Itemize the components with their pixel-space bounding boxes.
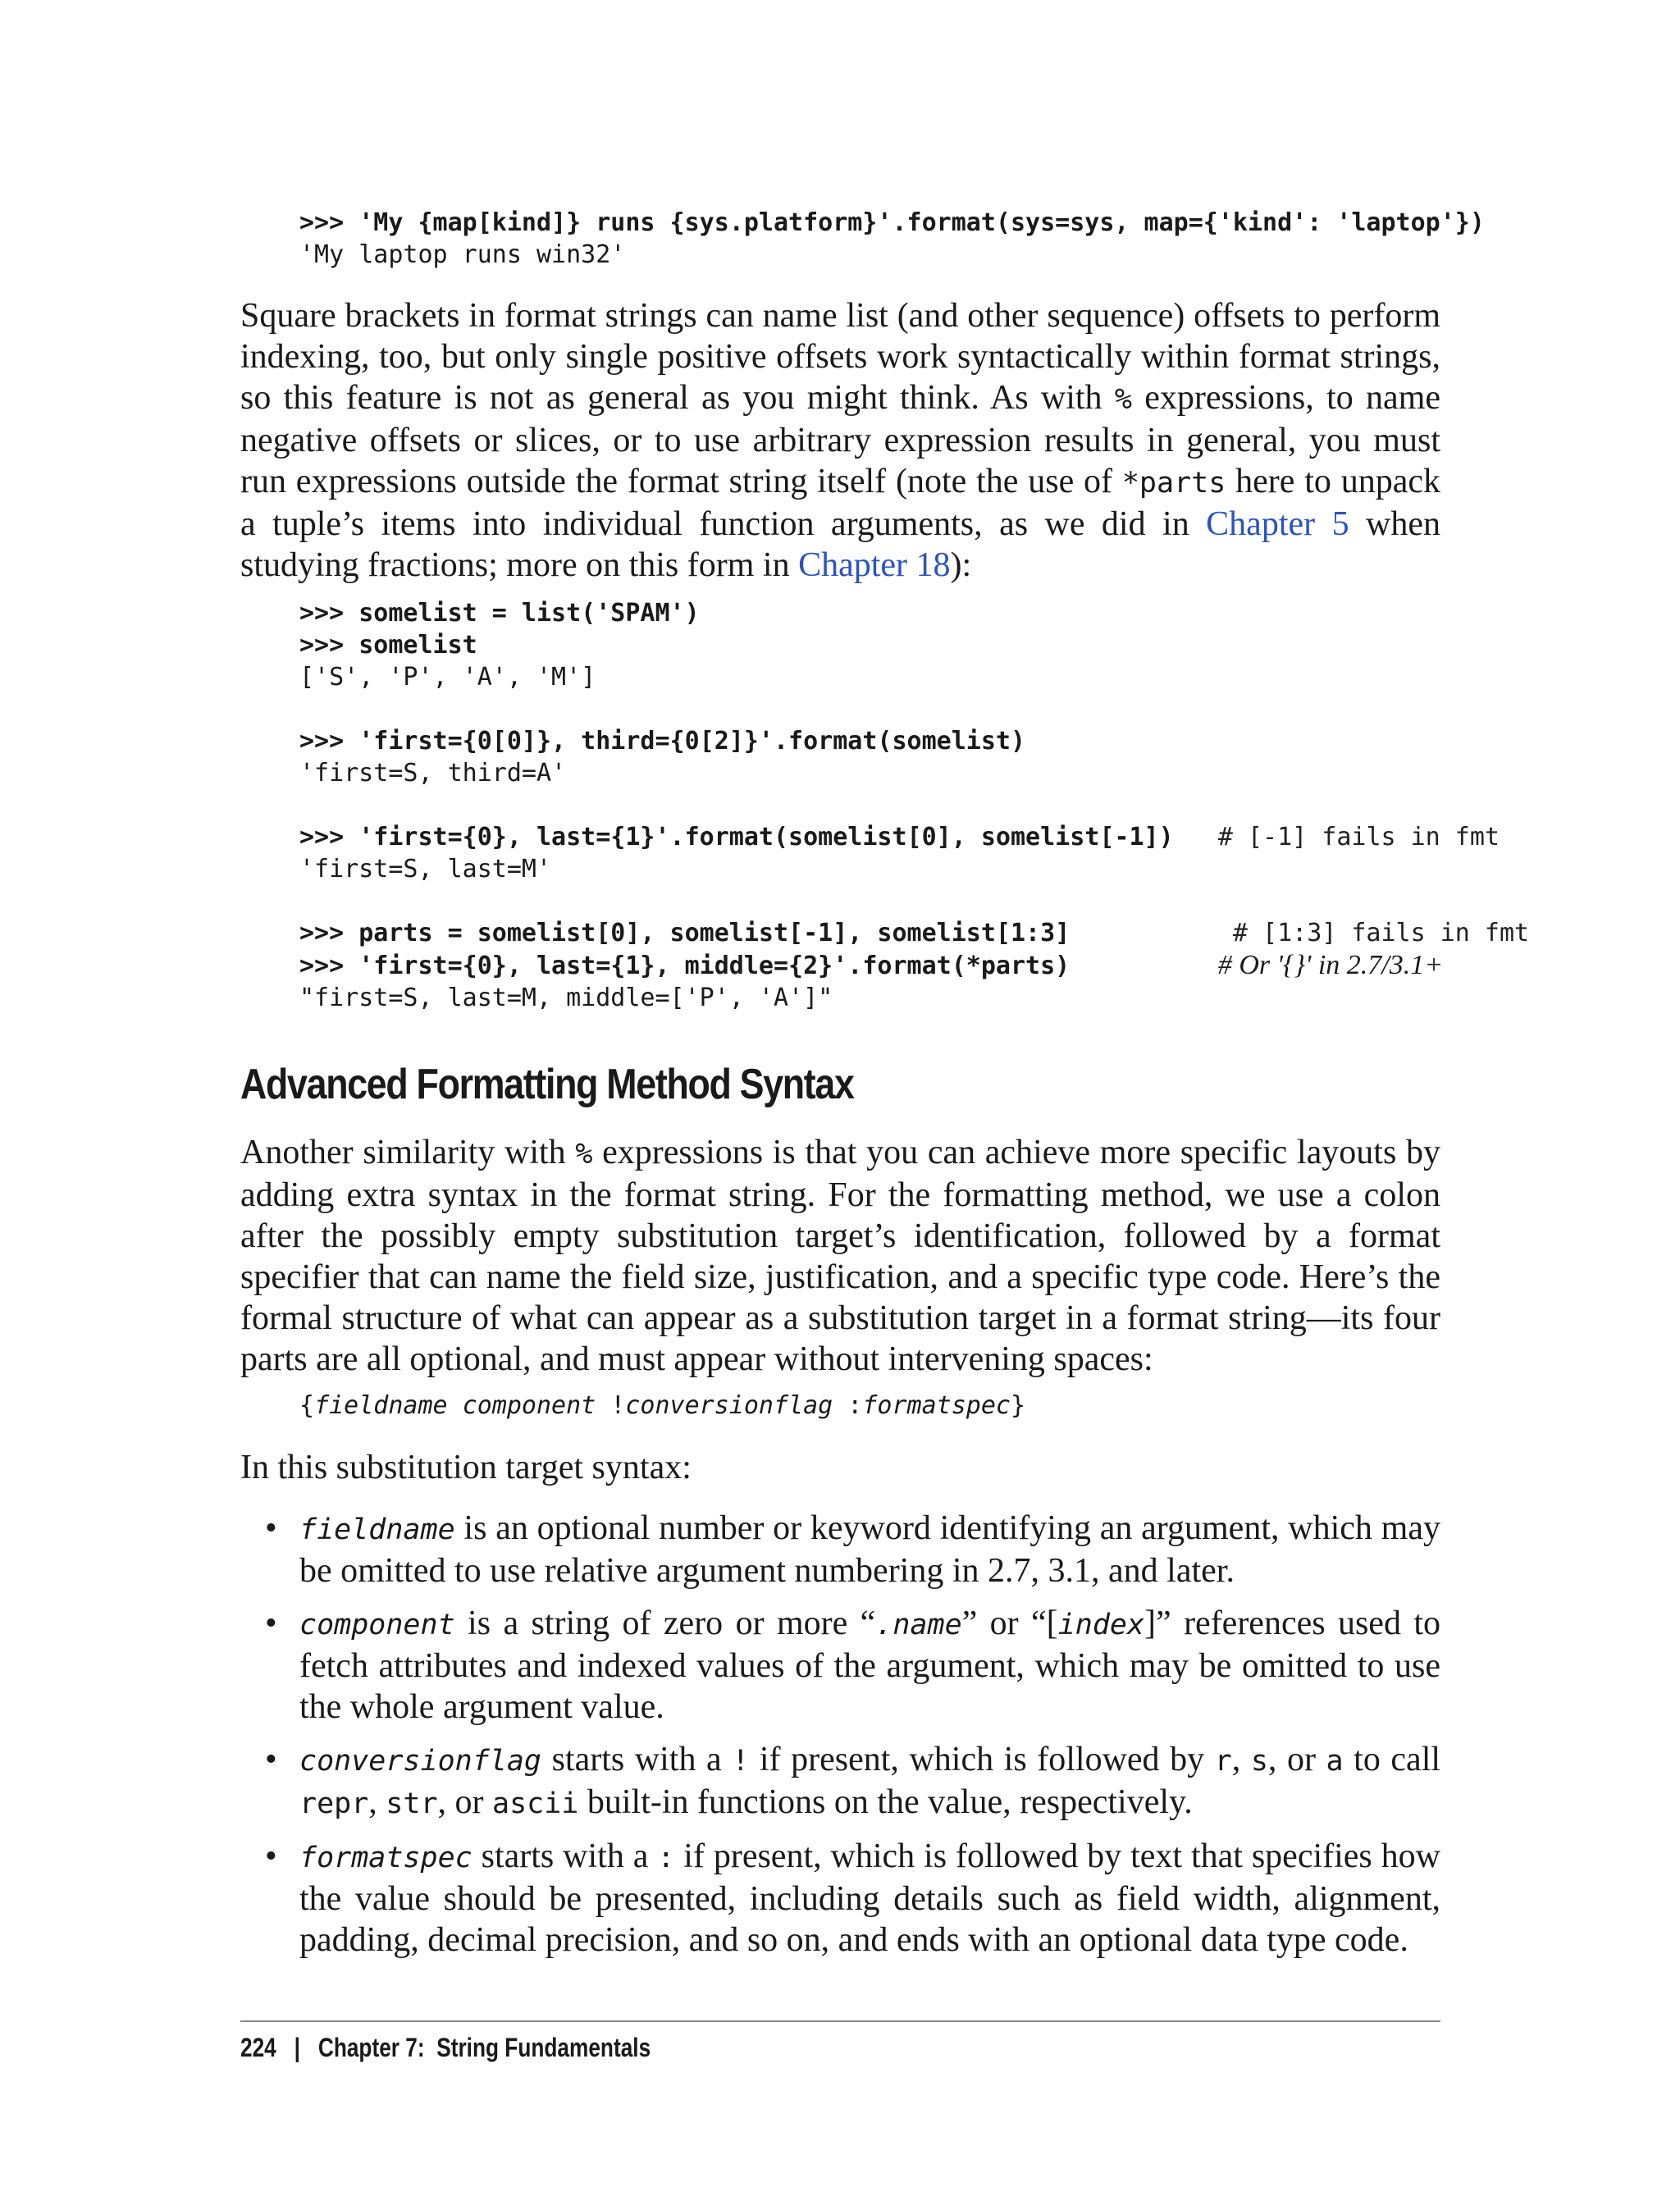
inline-code: % <box>575 1138 593 1171</box>
inline-code: .name <box>875 1609 962 1641</box>
code-text: 'first={0}, last={1}'.format(somelist[0], somelist[-1]) <box>358 823 1174 851</box>
paragraph-syntax-intro <box>240 1447 1440 1488</box>
code-block-somelist <box>240 597 1530 1014</box>
text: , or <box>1267 1741 1326 1778</box>
code-output: 'first=S, third=A' <box>299 759 567 788</box>
inline-code: str <box>386 1787 438 1820</box>
inline-code: : <box>657 1842 675 1874</box>
list-item <box>240 1739 1440 1824</box>
text: expressions, to name negative offsets or slices, or to use arbitrary expression results in general, you must run expressions outside the format string itself (note the use of <box>240 379 1441 500</box>
inline-code: r <box>1214 1745 1232 1778</box>
text: if present, which is followed by <box>749 1741 1215 1778</box>
inline-code: ! <box>732 1745 750 1778</box>
text: to call <box>1343 1741 1441 1778</box>
bullet-icon: • <box>265 1741 277 1778</box>
inline-code: s <box>1250 1745 1268 1778</box>
code-comment: # [-1] fails in fmt <box>1173 823 1500 851</box>
code-output: 'My laptop runs win32' <box>299 240 626 269</box>
text: is a string of zero or more “ <box>454 1605 876 1642</box>
code-output: ['S', 'P', 'A', 'M'] <box>299 663 596 692</box>
text: ” or “[ <box>961 1605 1058 1642</box>
chapter-5-link[interactable]: Chapter 5 <box>1206 505 1349 543</box>
code-line <box>299 823 1174 851</box>
space <box>448 1391 463 1420</box>
body-text: In this substitution target syntax: <box>240 1449 692 1486</box>
formatspec-token: formatspec <box>862 1391 1011 1420</box>
code-text: somelist <box>358 631 477 660</box>
text: if present, which is followed by text that specifies how the value should be presented, including details such as field width, alignment, padding, decimal precision, and so on, and ends with an optional data type code. <box>299 1838 1441 1959</box>
code-text: 'first={0}, last={1}, middle={2}'.format(*parts) <box>358 952 1071 980</box>
list-item <box>240 1836 1440 1961</box>
term: formatspec <box>299 1842 472 1874</box>
prompt: >>> <box>299 208 359 237</box>
code-line <box>299 727 1025 756</box>
bullet-icon: • <box>265 1605 277 1642</box>
prompt: >>> <box>299 631 359 660</box>
term: fieldname <box>299 1513 455 1546</box>
code-text: 'My {map[kind]} runs {sys.platform}'.format(sys=sys, map={'kind': 'laptop'}) <box>358 208 1485 237</box>
list-item <box>240 1508 1440 1591</box>
body-text <box>240 295 1440 586</box>
inline-code: index <box>1057 1609 1145 1641</box>
footer-separator: | <box>294 2033 300 2062</box>
body-text <box>240 1132 1440 1380</box>
code-block-format-map <box>240 207 1485 271</box>
text: , or <box>437 1783 493 1821</box>
conversionflag-token: conversionflag <box>625 1391 833 1420</box>
code-output: "first=S, last=M, middle=['P', 'A']" <box>299 984 833 1012</box>
text: is an optional number or keyword identifying an argument, which may be omitted to use relative argument numbering in 2.7, 3.1, and later. <box>299 1509 1440 1590</box>
code-line <box>299 952 1070 980</box>
bullet-list-items <box>240 1508 1440 1961</box>
code-comment: # Or '{}' in 2.7/3.1+ <box>1217 950 1444 980</box>
page-footer <box>240 2033 651 2063</box>
code-line <box>299 208 1485 237</box>
text: , <box>368 1783 386 1821</box>
chapter-18-link[interactable]: Chapter 18 <box>798 546 951 584</box>
text: here to unpack a tuple’s items into individual function arguments, as we did in <box>240 463 1440 543</box>
code-listing <box>240 597 1530 1014</box>
syntax-template <box>240 1390 1440 1422</box>
list-item <box>240 1603 1440 1728</box>
brace: { <box>299 1391 315 1420</box>
code-line <box>299 919 1070 947</box>
term: component <box>299 1609 455 1641</box>
prompt: >>> <box>299 952 359 980</box>
inline-code: % <box>1114 383 1132 416</box>
prompt: >>> <box>299 599 359 628</box>
running-footer-chapter: Chapter 7: String Fundamentals <box>317 2033 651 2062</box>
code-text: parts = somelist[0], somelist[-1], somelist[1:3] <box>358 919 1071 947</box>
text: ]” references used to fetch attributes and indexed values of the argument, which may be omitted to use the whole argument value. <box>299 1605 1441 1726</box>
colon: : <box>833 1391 863 1420</box>
prompt: >>> <box>299 727 359 756</box>
inline-code: a <box>1326 1745 1344 1778</box>
text: Square brackets in format strings can name list (and other sequence) offsets to perform indexing, too, but only single positive offsets work syntactically within format strings, so this feature is not as general as you might think. As with <box>240 297 1440 417</box>
bang: ! <box>596 1391 626 1420</box>
footer-rule <box>240 2020 1440 2022</box>
inline-code: ascii <box>492 1787 579 1820</box>
code-text: 'first={0[0]}, third={0[2]}'.format(somelist) <box>358 727 1026 756</box>
section-heading: Advanced Formatting Method Syntax <box>240 1061 854 1108</box>
code-text: somelist = list('SPAM') <box>358 599 700 628</box>
inline-code: *parts <box>1121 467 1226 500</box>
bullet-icon: • <box>265 1509 277 1547</box>
page-number: 224 <box>240 2033 276 2062</box>
text: Another similarity with <box>240 1134 576 1171</box>
prompt: >>> <box>299 823 359 851</box>
brace: } <box>1011 1391 1026 1420</box>
paragraph-square-brackets <box>240 295 1440 586</box>
paragraph-advanced-formatting <box>240 1132 1440 1380</box>
term: conversionflag <box>299 1745 542 1778</box>
text: when studying fractions; more on this form in <box>240 505 1440 584</box>
text: expressions is that you can achieve more specific layouts by adding extra syntax in the format string. For the formatting method, we use a colon after the possibly empty substitution target’s identification, followed by a format specifier that can name the field size, justification, and a specific type code. Here’s the formal structure of what can appear as a substitution target in a format string—its four parts are all optional, and must appear without intervening spaces: <box>240 1134 1440 1378</box>
fieldname-token: fieldname <box>314 1391 448 1420</box>
bullet-list <box>240 1508 1440 1961</box>
code-output: 'first=S, last=M' <box>299 855 552 883</box>
component-token: component <box>462 1391 596 1420</box>
inline-code: repr <box>299 1787 369 1820</box>
section-heading-block <box>240 1060 1440 1109</box>
code-listing <box>240 1390 1440 1422</box>
bullet-icon: • <box>265 1838 277 1875</box>
text: starts with a <box>541 1741 733 1778</box>
text: starts with a <box>472 1838 658 1875</box>
text: ): <box>950 546 972 584</box>
code-line <box>299 599 700 628</box>
text: built-in functions on the value, respectively. <box>578 1783 1193 1821</box>
prompt: >>> <box>299 919 359 947</box>
text: , <box>1231 1741 1251 1778</box>
code-listing <box>240 207 1485 271</box>
code-comment: # [1:3] fails in fmt <box>1070 919 1530 947</box>
code-line <box>299 631 477 660</box>
